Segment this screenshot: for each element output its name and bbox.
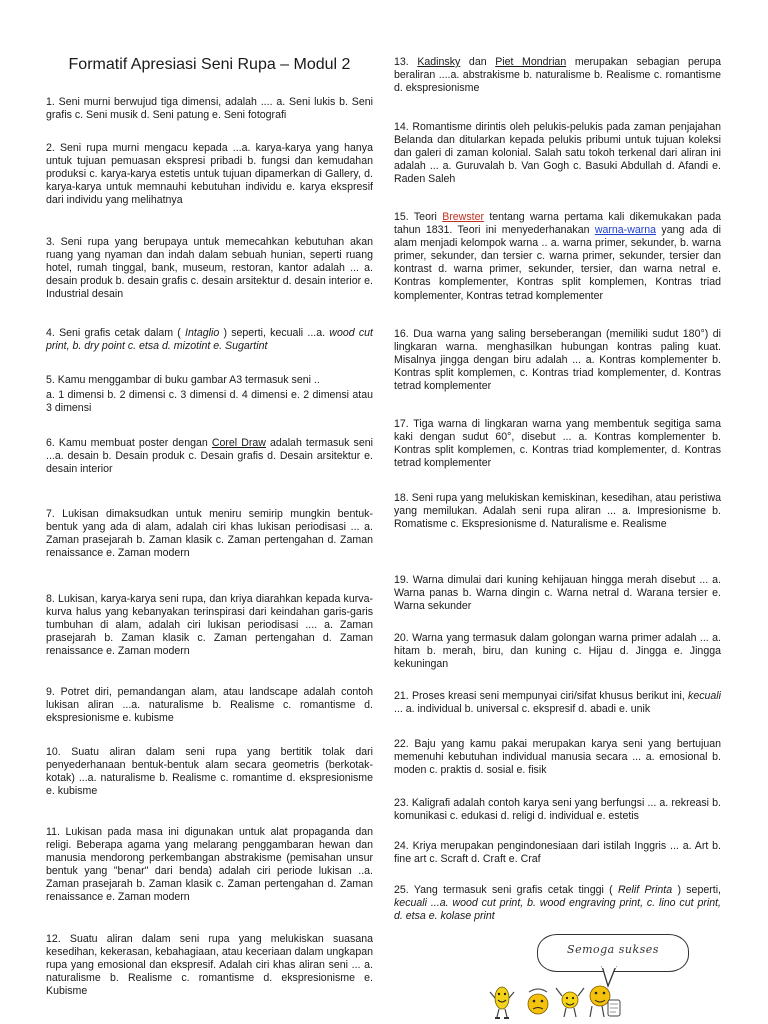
question-4-text: 4. Seni grafis cetak dalam ( — [46, 327, 186, 339]
smiley-banana-icon — [490, 987, 514, 1018]
question-9: 9. Potret diri, pemandangan alam, atau landscape adalah contoh lukisan aliran ...a. naturalisme b. Realisme c. romantisme d. ekspresionisme e. kubisme — [46, 686, 373, 725]
question-6-options: adalah termasuk seni ...a. desain b. Desain produk c. Desain grafis d. Desain arsitektur e. desain interior — [46, 437, 373, 476]
question-20: 20. Warna yang termasuk dalam golongan warna primer adalah ... a. hitam b. merah, biru, dan kuning c. Hijau d. Jingga e. Jingga kekuningan — [394, 632, 721, 671]
question-4-options: wood cut print, b. dry point c. etsa d. mizotint e. Sugartint — [46, 327, 373, 353]
question-23: 23. Kaligrafi adalah contoh karya seni yang berfungsi ... a. rekreasi b. komunikasi c. edukasi d. religi d. individual e. estetis — [394, 797, 721, 823]
question-10: 10. Suatu aliran dalam seni rupa yang bertitik tolak dari penyederhanaan bentuk-bentuk alam secara geometris (berkotak-kotak) ...a. naturalisme b. Realisme c. romantime d. ekspresionisme e. kubisme — [46, 746, 373, 798]
question-3: 3. Seni rupa yang berupaya untuk memecahkan kebutuhan akan ruang yang nyaman dan indah dalam sebuah hunian, seperti ruang hotel, rumah tinggal, bank, museum, restoran, kantor adalah ... a. desain produk b. desain grafis c. desain arsitektur d. desain interior e. Industrial desain — [46, 236, 373, 301]
page-title: Formatif Apresiasi Seni Rupa – Modul 2 — [68, 56, 351, 73]
question-25-text: 25. Yang termasuk seni grafis cetak tinggi ( — [394, 884, 618, 896]
question-21 — [394, 690, 721, 716]
question-13-name-2: Piet Mondrian — [495, 56, 567, 68]
question-11: 11. Lukisan pada masa ini digunakan untuk alat propaganda dan religi. Beberapa agama yang melarang penggambaran hewan dan manusia mendorong perkembangan abstrakisme (pemisahan unsur bentuk yang "benar" dari benda) adalah ciri periode lukisan ..a. Zaman prasejarah b. Zaman klasik c. Zaman pertengahan d. Zaman renaissance e. Zaman modern — [46, 826, 373, 904]
speech-bubble-text: Semoga sukses — [567, 943, 659, 956]
question-15 — [394, 211, 721, 303]
question-13-name-1: Kadinsky — [417, 56, 461, 68]
question-21-options: ... a. individual b. universal c. ekspresif d. abadi e. unik — [394, 703, 651, 716]
question-5: 5. Kamu menggambar di buku gambar A3 termasuk seni .. — [46, 374, 320, 386]
question-25-term: Relif Printa — [617, 884, 673, 896]
question-6-text: 6. Kamu membuat poster dengan — [46, 437, 212, 449]
smiley-thumbs-icon — [590, 986, 620, 1017]
question-17: 17. Tiga warna di lingkaran warna yang membentuk segitiga sama kaki dengan sudut 60°, disebut ... a. Kontras komplementer b. Kontras split komplemen, c. Kontras triad komplementer, d. Kontras tetrad komplementer — [394, 418, 721, 470]
question-16: 16. Dua warna yang saling berseberangan (memiliki sudut 180°) di lingkaran warna. menghasilkan hubungan kontras paling kuat. Misalnya jingga dengan biru adalah ... a. Kontras komplementer b. Kontras split komplemen, c. Kontras triad komplementer, d. Kontras tetrad komplementer — [394, 328, 721, 393]
question-8: 8. Lukisan, karya-karya seni rupa, dan kriya diarahkan kepada kurva-kurva halus yang kebanyakan terinspirasi dari keindahan garis-garis tumbuhan di alam, adalah ciri lukisan periodisasi .... a. Zaman prasejarah b. Zaman klasik c. Zaman pertengahan d. Zaman renaissance e. Zaman modern — [46, 593, 373, 658]
question-13-number: 13. — [394, 56, 418, 68]
question-25 — [394, 884, 721, 923]
question-5-options: a. 1 dimensi b. 2 dimensi c. 3 dimensi d. 4 dimensi e. 2 dimensi atau 3 dimensi — [46, 389, 373, 415]
question-24: 24. Kriya merupakan pengindonesiaan dari istilah Inggris ... a. Art b. fine art c. Scraft d. Craft e. Craf — [394, 840, 721, 866]
question-18: 18. Seni rupa yang melukiskan kemiskinan, kesedihan, atau peristiwa yang memilukan. Adalah seni rupa aliran ... a. Impresionisme b. Romatisme c. Ekspresionisme d. Naturalisme e. Realisme — [394, 492, 721, 531]
question-25-options: kecuali ...a. wood cut print, b. wood engraving print, c. lino cut print, d. etsa e. kolase print — [394, 897, 721, 923]
question-14: 14. Romantisme dirintis oleh pelukis-pelukis pada zaman penjajahan Belanda dan ditularkan kepada pelukis pribumi untuk tujuan koleksi dan galeri di zaman kolonial. Salah satu tokoh terkenal dari aliran ini adalah ... a. Guruvalah b. Van Gogh c. Basuki Abdullah d. Afandi e. Raden Saleh — [394, 121, 721, 186]
smiley-sad-icon — [528, 989, 548, 1014]
question-4 — [46, 327, 373, 353]
question-4-mid: ) seperti, kecuali ...a. — [219, 327, 330, 339]
question-21-kecuali: kecuali — [688, 690, 721, 702]
question-13 — [394, 56, 721, 95]
question-25-mid: ) seperti, — [672, 884, 722, 896]
question-19: 19. Warna dimulai dari kuning kehijauan hingga merah disebut ... a. Warna panas b. Warna dingin c. Warna netral d. Warana tersier e. Warna sekunder — [394, 574, 721, 613]
question-13-and: dan — [460, 56, 496, 68]
smiley-cheer-icon — [556, 988, 584, 1017]
question-15-options: yang ada di alam menjadi kelompok warna .. a. warna primer, sekunder, b. warna primer, sekunder, dan tersier c. warna primer, sekunder, tersier dan kontrast d. warna primer, sekunder, tersier, dan warna netral e. Kontras komplementer, Kontras split komplemen, Kontras triad komplementer, Kontras tetrad komplementer — [394, 224, 721, 302]
question-2: 2. Seni rupa murni mengacu kepada ...a. karya-karya yang hanya untuk tujuan pemuasan ekspresi pribadi b. fungsi dan kemudahan produksi c. karya-karya estetis untuk tujuan dipamerkan di Gallery, d. karya-karya untuk memnauhi kebutuhan individu e. karya ekspresif dari individu yang melihatnya — [46, 142, 373, 207]
question-15-brewster-link[interactable]: Brewster — [442, 211, 484, 223]
question-15-warna-link[interactable]: warna-warna — [594, 224, 657, 237]
question-1: 1. Seni murni berwujud tiga dimensi, adalah .... a. Seni lukis b. Seni grafis c. Seni musik d. Seni patung e. Seni fotografi — [46, 96, 373, 122]
question-4-term: Intaglio — [185, 327, 220, 339]
question-7: 7. Lukisan dimaksudkan untuk meniru semirip mungkin bentuk-bentuk yang ada di alam, adalah ciri khas lukisan periodisasi ... a. Zaman prasejarah b. Zaman klasik c. Zaman pertengahan d. Zaman renaissance e. Zaman modern — [46, 508, 373, 560]
question-6-underlined: Corel Draw — [211, 437, 266, 449]
question-22: 22. Baju yang kamu pakai merupakan karya seni yang bertujuan memenuhi kebutuhan individual manusia secara ... a. emosional b. moden c. praktis d. sosial e. fisik — [394, 738, 721, 777]
question-12: 12. Suatu aliran dalam seni rupa yang melukiskan suasana kesedihan, kekerasan, kebahagiaan, atau keceriaan dalam ungkapan rupa yang emosional dan ekspresif. Adalah ciri khas aliran seni ... a. naturalisme b. Realisme c. romantisme d. ekspresionisme e. Kubisme — [46, 933, 373, 998]
smiley-decorations — [486, 980, 636, 1020]
question-15-text: 15. Teori — [394, 211, 443, 223]
question-13-options: merupakan sebagian perupa beraliran ....a. abstrakisme b. naturalisme b. Realisme c. romantisme d. ekspresionisme — [394, 56, 721, 95]
question-15-mid: tentang warna pertama kali dikemukakan pada tahun 1831. Teori ini menyederhanakan — [394, 211, 721, 237]
question-6 — [46, 437, 373, 476]
question-21-text: 21. Proses kreasi seni mempunyai ciri/sifat khusus berikut ini, — [394, 690, 689, 702]
